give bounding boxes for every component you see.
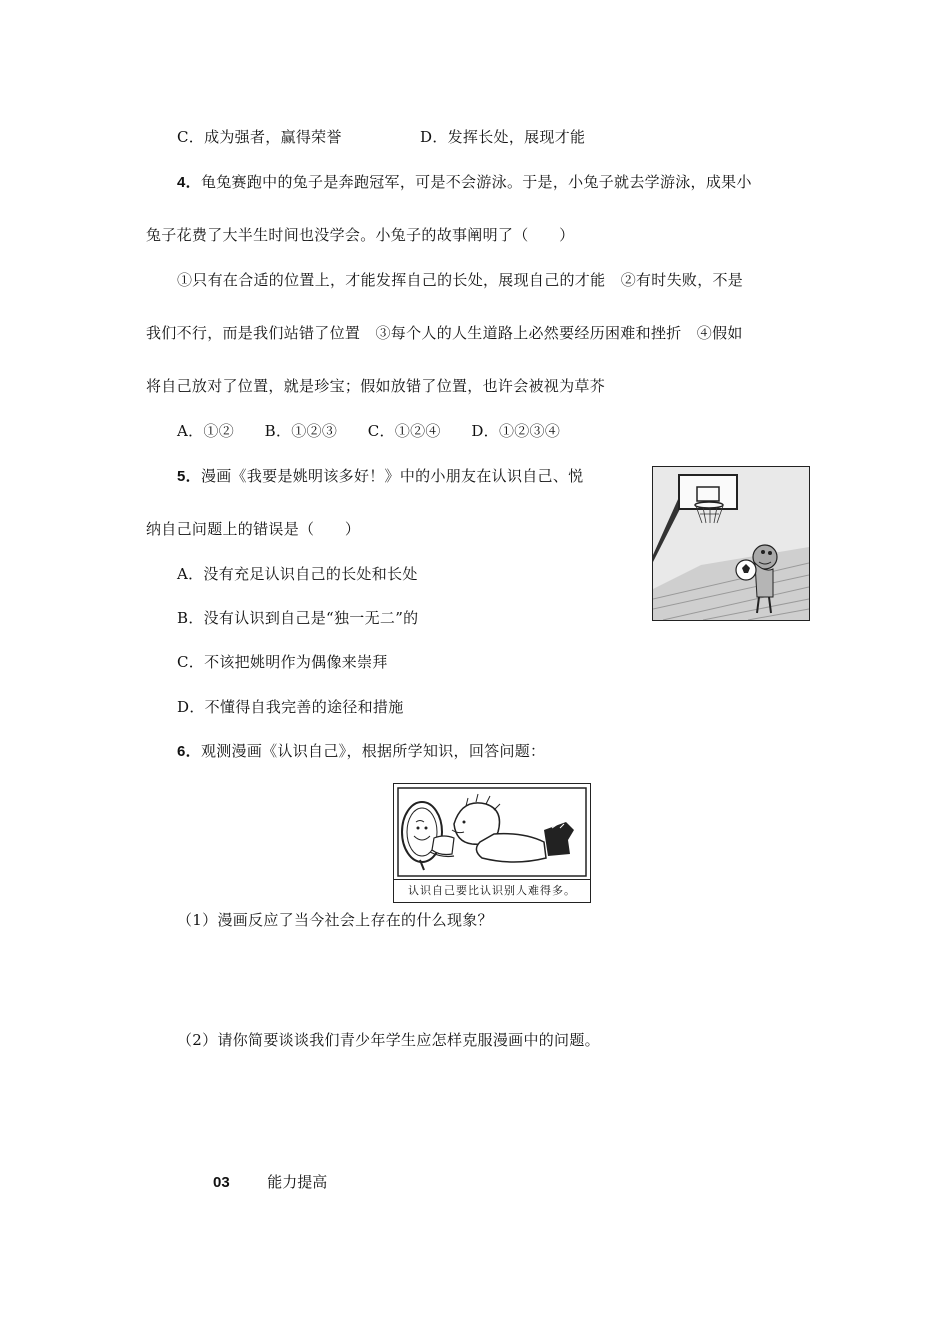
- section-heading: [213, 1172, 327, 1193]
- q4-choices-line2: 我们不行，而是我们站错了位置 ③每个人的人生道路上必然要经历困难和挫折 ④假如: [146, 324, 743, 342]
- q5-option-a: A．没有充足认识自己的长处和长处: [177, 565, 418, 583]
- q5-option-d: D．不懂得自我完善的途径和措施: [177, 698, 404, 716]
- section-title: 能力提高: [267, 1173, 328, 1191]
- basketball-cartoon-drawing: [653, 467, 809, 620]
- q4-stem-text: 龟兔赛跑中的兔子是奔跑冠军，可是不会游泳。于是，小兔子就去学游泳，成果小: [200, 173, 752, 191]
- q5-option-c: C．不该把姚明作为偶像来崇拜: [177, 653, 388, 671]
- q6-stem-text: 观测漫画《认识自己》，根据所学知识，回答问题：: [200, 742, 546, 760]
- q6-number: 6．: [177, 743, 201, 760]
- q3-option-c: C．成为强者，赢得荣誉: [177, 128, 342, 146]
- q4-stem-line2: 兔子花费了大半生时间也没学会。小兔子的故事阐明了（ ）: [146, 226, 575, 244]
- q4-stem-line1: [177, 172, 752, 193]
- self-knowledge-cartoon-drawing: [394, 784, 590, 880]
- q6-sub1: （1）漫画反应了当今社会上存在的什么现象？: [177, 911, 493, 929]
- q5-stem-line2: 纳自己问题上的错误是（ ）: [146, 520, 361, 538]
- q6-sub2: （2）请你简要谈谈我们青少年学生应怎样克服漫画中的问题。: [177, 1031, 600, 1049]
- q3-option-d: D．发挥长处，展现才能: [420, 128, 586, 146]
- q5-stem-text: 漫画《我要是姚明该多好！》中的小朋友在认识自己、悦: [200, 467, 584, 485]
- q4-choices-line3: 将自己放对了位置，就是珍宝；假如放错了位置，也许会被视为草芥: [146, 377, 606, 395]
- q5-stem-line1: [177, 466, 583, 487]
- q4-choices-line1: ①只有在合适的位置上，才能发挥自己的长处，展现自己的才能 ②有时失败，不是: [177, 271, 744, 289]
- q5-option-b: B．没有认识到自己是“独一无二”的: [177, 609, 419, 627]
- q4-options: A．①② B．①②③ C．①②④ D．①②③④: [177, 422, 561, 440]
- cartoon-caption: 认识自己要比认识别人难得多。: [394, 879, 590, 902]
- basketball-cartoon: [652, 466, 810, 621]
- q6-stem: [177, 741, 545, 762]
- q4-number: 4．: [177, 174, 201, 191]
- self-knowledge-cartoon: [393, 783, 591, 903]
- section-number: 03: [213, 1174, 230, 1191]
- q5-number: 5．: [177, 468, 201, 485]
